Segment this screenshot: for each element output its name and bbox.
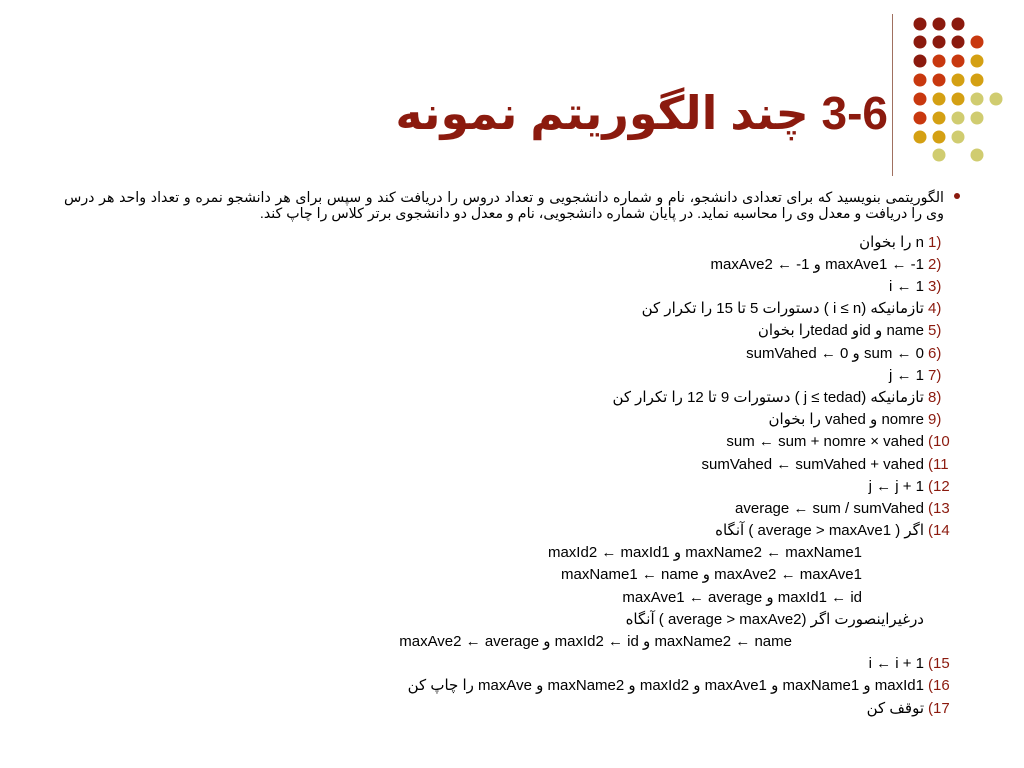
step-text: sum ← 0 و sumVahed ← 0 [746, 345, 924, 362]
step-text: توقف کن [866, 700, 924, 717]
dot [933, 149, 946, 162]
step-number: 9) [928, 411, 942, 428]
bullet-dot-icon [954, 193, 960, 199]
step-text: nomre و vahed را بخوان [768, 411, 924, 428]
step-text: n را بخوان [859, 234, 924, 251]
dot [933, 55, 946, 68]
sub-step-text: maxId1 ← id و maxAve1 ← average [622, 589, 862, 606]
dot [971, 149, 984, 162]
step-number: (13 [928, 500, 950, 517]
dot [971, 74, 984, 87]
dot [971, 55, 984, 68]
dot [933, 112, 946, 125]
step-text: sumVahed ← sumVahed + vahed [701, 456, 924, 473]
dot [952, 112, 965, 125]
title-divider-line [892, 14, 893, 176]
step-number: (10 [928, 433, 950, 450]
step-text: average ← sum / sumVahed [735, 500, 924, 517]
slide-title: 3-6 چند الگوریتم نمونه [395, 87, 888, 139]
step-text: maxId1 و maxName1 و maxAve1 و maxId2 و maxName2 و maxAve را چاپ کن [407, 677, 924, 694]
step-text: i ← 1 [888, 278, 924, 295]
dot [933, 36, 946, 49]
dot [933, 131, 946, 144]
step-number: 1) [928, 234, 942, 251]
dot [914, 131, 927, 144]
problem-statement: الگوریتمی بنویسید که برای تعدادی دانشجو، نام و شماره دانشجویی و تعداد دروس را دریافت کند و سپس برای هر دانشجو نمره و تعداد واحد هر درس وی را دریافت و معدل وی را محاسبه نماید. در پایان شماره دانشجویی، نام و معدل دو دانشجوی برتر کلاس را چاپ کند. [64, 190, 944, 222]
dot [914, 112, 927, 125]
dot [914, 55, 927, 68]
step-number: 6) [928, 345, 942, 362]
step-number: 8) [928, 389, 942, 406]
dot [952, 93, 965, 106]
step-number: (15 [928, 655, 950, 672]
step-number: (16 [928, 677, 950, 694]
sub-step-text: درغیراینصورت اگر (average > maxAve2 ) آنگاه [625, 611, 924, 628]
dot [971, 93, 984, 106]
step-number: 5) [928, 322, 942, 339]
step-text: j ← 1 [888, 367, 924, 384]
step-number: (14 [928, 522, 950, 539]
step-number: (17 [928, 700, 950, 717]
step-text: تازمانیکه (j ≤ tedad ) دستورات 9 تا 12 را تکرار کن [612, 389, 924, 406]
dot [952, 74, 965, 87]
step-number: 4) [928, 300, 942, 317]
dot [914, 18, 927, 31]
dot [952, 55, 965, 68]
dot [933, 74, 946, 87]
step-text: name و idو tedadرا بخوان [757, 322, 924, 339]
step-number: 7) [928, 367, 942, 384]
step-number: 2) [928, 256, 942, 273]
dot [914, 36, 927, 49]
sub-step-text: maxName2 ← name و maxId2 ← id و maxAve2 ← average [399, 633, 792, 650]
sub-step-text: maxName2 ← maxName1 و maxId2 ← maxId1 [547, 544, 862, 561]
step-text: maxAve1 ← -1 و maxAve2 ← -1 [710, 256, 924, 273]
dot [952, 18, 965, 31]
step-text: اگر ( average > maxAve1 ) آنگاه [715, 522, 924, 539]
sub-step-text: maxAve2 ← maxAve1 و maxName1 ← name [560, 566, 862, 583]
step-number: (11 [928, 456, 949, 473]
step-text: تازمانیکه (i ≤ n ) دستورات 5 تا 15 را تکرار کن [641, 300, 924, 317]
decorative-dot-grid [0, 0, 1024, 170]
step-number: 3) [928, 278, 942, 295]
dot [971, 36, 984, 49]
dot [971, 112, 984, 125]
dot [933, 18, 946, 31]
step-text: i ← i + 1 [868, 655, 924, 672]
dot [914, 74, 927, 87]
dot [952, 131, 965, 144]
step-number: (12 [928, 478, 950, 495]
step-text: j ← j + 1 [868, 478, 924, 495]
dot [914, 93, 927, 106]
step-text: sum ← sum + nomre × vahed [726, 433, 924, 450]
dot [990, 93, 1003, 106]
dot [933, 93, 946, 106]
dot [952, 36, 965, 49]
